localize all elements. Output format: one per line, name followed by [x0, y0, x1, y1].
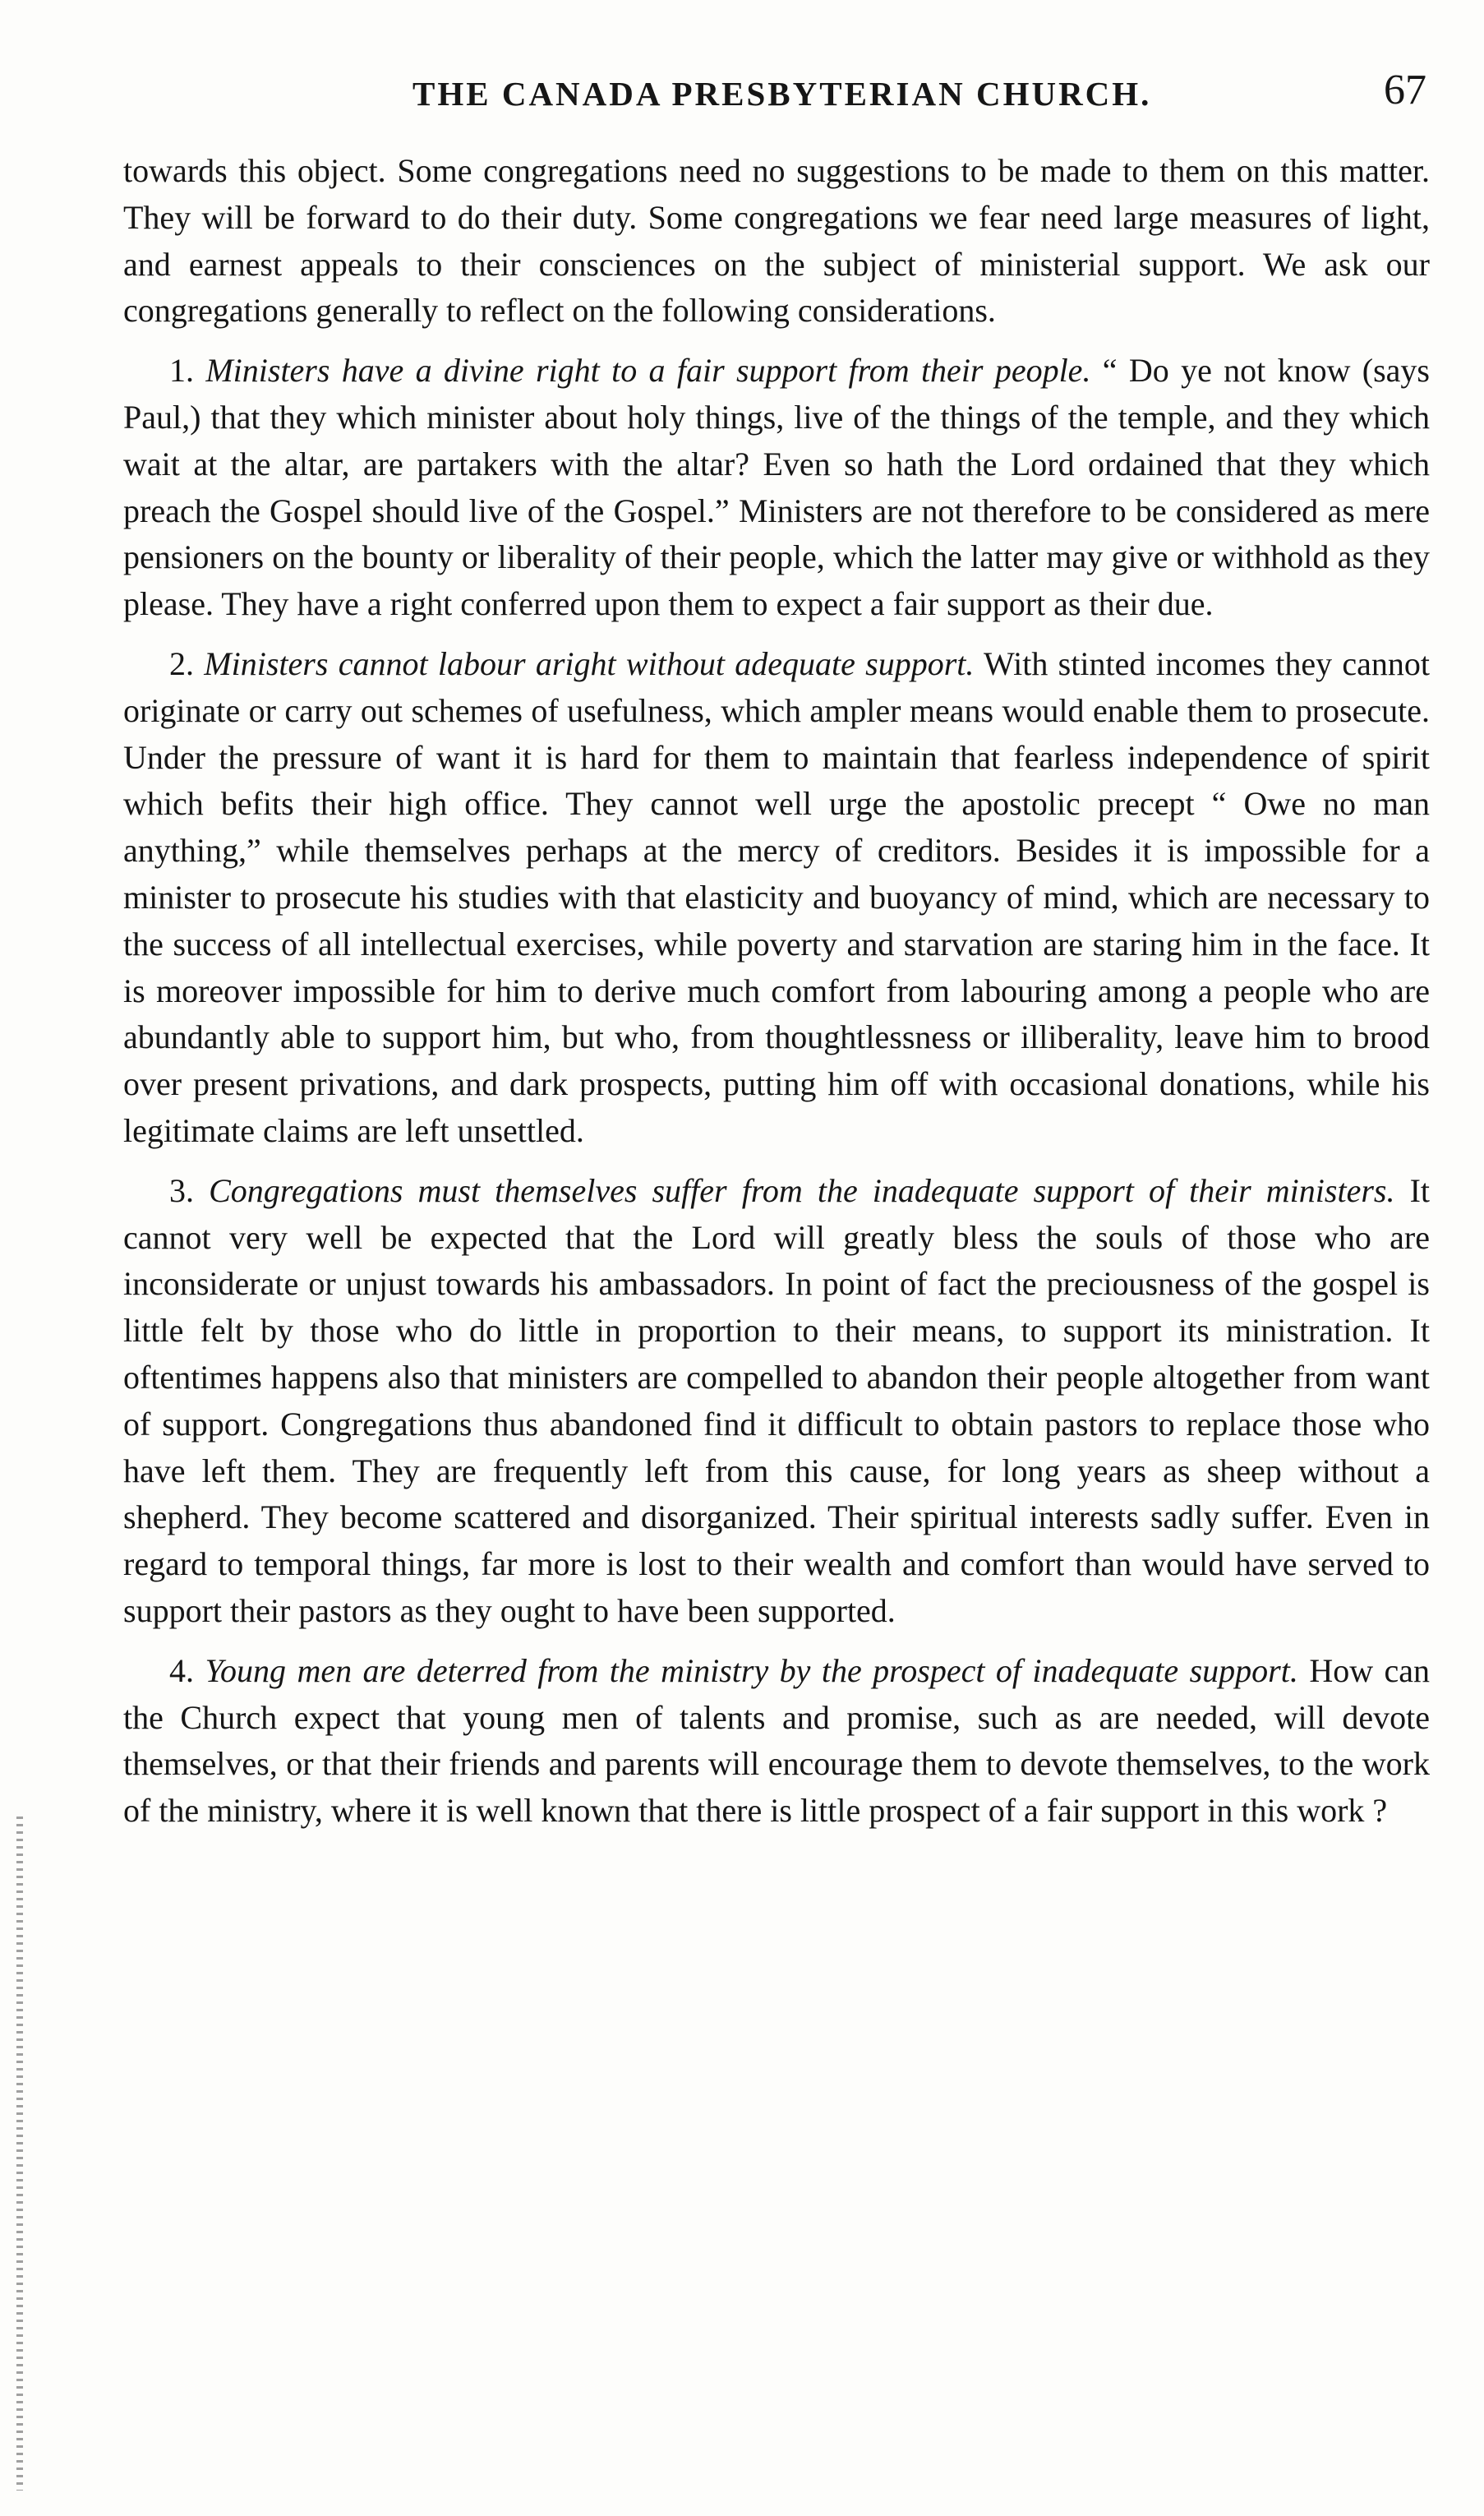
paragraph-point-2 [123, 641, 1430, 1155]
page-number: 67 [1384, 67, 1426, 113]
scan-edge-marks [16, 1817, 23, 2491]
paragraph-intro [123, 148, 1430, 335]
point-heading: Ministers have a divine right to a fair support from their people. [205, 352, 1091, 390]
point-number: 3. [169, 1171, 194, 1209]
paragraph-point-1 [123, 348, 1430, 628]
paragraph-text: “ Do ye not know (says Paul,) that they which minister about holy things, live of the things of the temple, and they which wait at the altar, are partakers with the altar? Even so hath the Lord ordained that they which preach the Gospel should live of the Gospel.” Ministers are not therefore to be considered as mere pensioners on the bounty or liberality of their people, which the latter may give or withhold as they please. They have a right conferred upon them to expect a fair support as their due. [123, 352, 1431, 623]
point-number: 4. [169, 1651, 194, 1689]
point-number: 2. [169, 644, 194, 682]
paragraph-text: towards this object. Some congregations need no suggestions to be made to them on this matter. They will be forward to do their duty. Some congregations we fear need large measures of light, and earnest appeals to their consciences on the subject of ministerial support. We ask our congregations generally to reflect on the following considerations. [123, 152, 1430, 330]
body-text [123, 148, 1430, 1848]
paragraph-text: It cannot very well be expected that the Lord will greatly bless the souls of those who are inconsiderate or unjust towards his ambassadors. In point of fact the preciousness of the gospel is little felt by those who do little in proportion to their means, to support its ministration. It oftentimes happens also that ministers are compelled to abandon their people altogether from want of support. Congregations thus abandoned find it difficult to obtain pastors to replace those who have left them. They are frequently left from this cause, for long years as sheep without a shepherd. They become scattered and disorganized. Their spiritual interests sadly suffer. Even in regard to temporal things, far more is lost to their wealth and comfort than would have served to support their pastors as they ought to have been supported. [123, 1171, 1431, 1629]
point-heading: Young men are deterred from the ministry by the prospect of inadequate support. [205, 1651, 1298, 1689]
point-number: 1. [169, 352, 194, 390]
paragraph-text: With stinted incomes they cannot originate or carry out schemes of usefulness, which ampler means would enable them to prosecute. Under the pressure of want it is hard for them to maintain that fearless independence of spirit which befits their high office. They cannot well urge the apostolic precept “ Owe no man anything,” while themselves perhaps at the mercy of creditors. Besides it is impossible for a minister to prosecute his studies with that elasticity and buoyancy of mind, which are necessary to the success of all intellectual exercises, while poverty and starvation are staring him in the face. It is moreover impossible for him to derive much comfort from labouring among a people who are abundantly able to support him, but who, from thoughtlessness or illiberality, leave him to brood over present privations, and dark prospects, putting him off with occasional donations, while his legitimate claims are left unsettled. [123, 644, 1431, 1149]
paragraph-point-3 [123, 1168, 1430, 1635]
paragraph-point-4 [123, 1648, 1430, 1835]
point-heading: Congregations must themselves suffer from the inadequate support of their ministers. [209, 1171, 1395, 1209]
running-head [123, 69, 1426, 118]
point-heading: Ministers cannot labour aright without adequate support. [204, 644, 975, 682]
running-title: THE CANADA PRESBYTERIAN CHURCH. [412, 75, 1152, 113]
paragraph-text: How can the Church expect that young men of talents and promise, such as are needed, will devote themselves, or that their friends and parents will encourage them to devote themselves, to the work of the ministry, where it is well known that there is little prospect of a fair support in this work ? [123, 1651, 1431, 1830]
